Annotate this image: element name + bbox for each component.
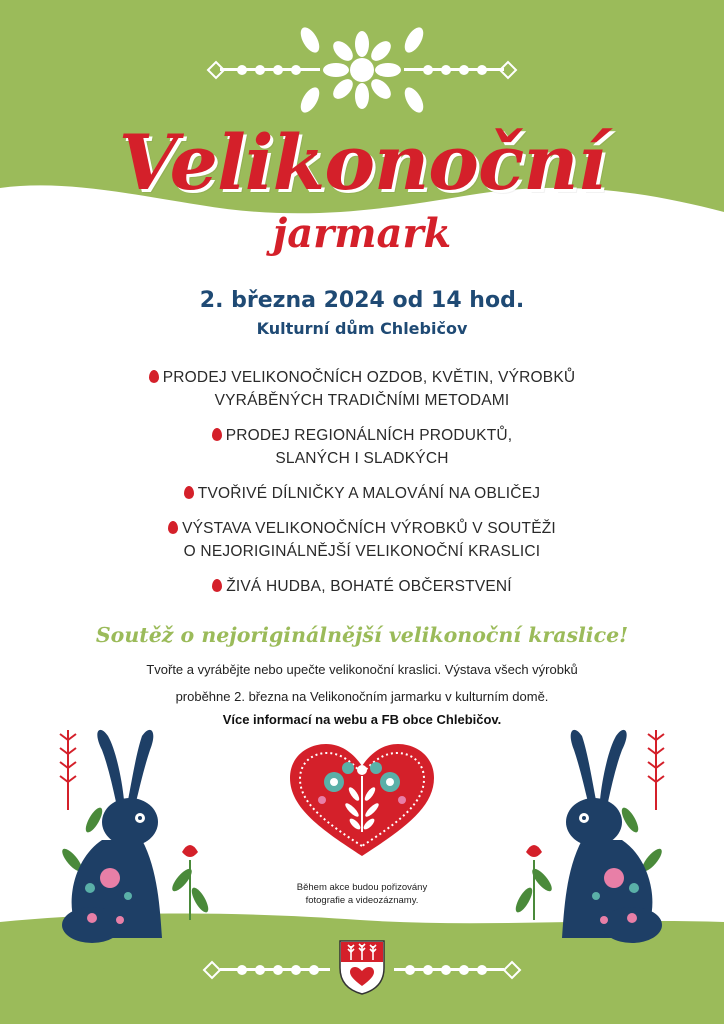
more-info-text: Více informací na webu a FB obce Chlebičov.: [222, 712, 502, 727]
program-item: [80, 517, 644, 563]
easter-egg-icon: [212, 428, 222, 441]
photo-notice-line: fotografie a videozáznamy.: [305, 895, 419, 906]
folk-flower-ornament-icon: [190, 20, 534, 120]
program-item-text: ŽIVÁ HUDBA, BOHATÉ OBČERSTVENÍ: [226, 578, 512, 595]
coat-of-arms-icon: [337, 938, 387, 996]
easter-egg-icon: [168, 521, 178, 534]
event-venue: Kulturní dům Chlebičov: [256, 319, 468, 338]
rabbit-icon: [32, 720, 222, 960]
program-item-text: TVOŘIVÉ DÍLNIČKY A MALOVÁNÍ NA OBLIČEJ: [197, 485, 541, 502]
contest-heading: Soutěž o nejoriginálnější velikonoční kraslice!: [95, 623, 629, 647]
rabbit-icon: [502, 720, 692, 960]
easter-egg-icon: [184, 486, 194, 499]
poster-title: Velikonoční: [118, 118, 606, 207]
program-item: [80, 366, 644, 412]
contest-line: proběhne 2. března na Velikonočním jarmarku v kulturním domě.: [175, 689, 549, 704]
program-item-text: SLANÝCH I SLADKÝCH: [275, 450, 449, 467]
photo-notice-line: Během akce budou pořizovány: [296, 882, 428, 893]
program-item: [80, 482, 644, 505]
event-date: 2. března 2024 od 14 hod.: [199, 288, 525, 313]
program-item: [80, 424, 644, 470]
program-item-text: VÝSTAVA VELIKONOČNÍCH VÝROBKŮ V SOUTĚŽI: [182, 520, 556, 537]
photo-notice: [262, 881, 462, 907]
contest-line: Tvořte a vyrábějte nebo upečte velikonoční kraslici. Výstava všech výrobků: [146, 662, 578, 677]
program-item: [80, 575, 644, 598]
program-item-text: VYRÁBĚNÝCH TRADIČNÍMI METODAMI: [214, 392, 510, 409]
program-item-text: PRODEJ REGIONÁLNÍCH PRODUKTŮ,: [225, 427, 513, 444]
easter-egg-icon: [149, 370, 159, 383]
folk-heart-icon: [282, 740, 442, 860]
program-item-text: O NEJORIGINÁLNĚJŠÍ VELIKONOČNÍ KRASLICI: [183, 543, 541, 560]
program-list: [80, 366, 644, 610]
program-item-text: PRODEJ VELIKONOČNÍCH OZDOB, KVĚTIN, VÝROBKŮ: [162, 369, 576, 386]
poster-subtitle: jarmark: [272, 210, 452, 257]
contest-text: [0, 656, 724, 710]
easter-egg-icon: [212, 579, 222, 592]
